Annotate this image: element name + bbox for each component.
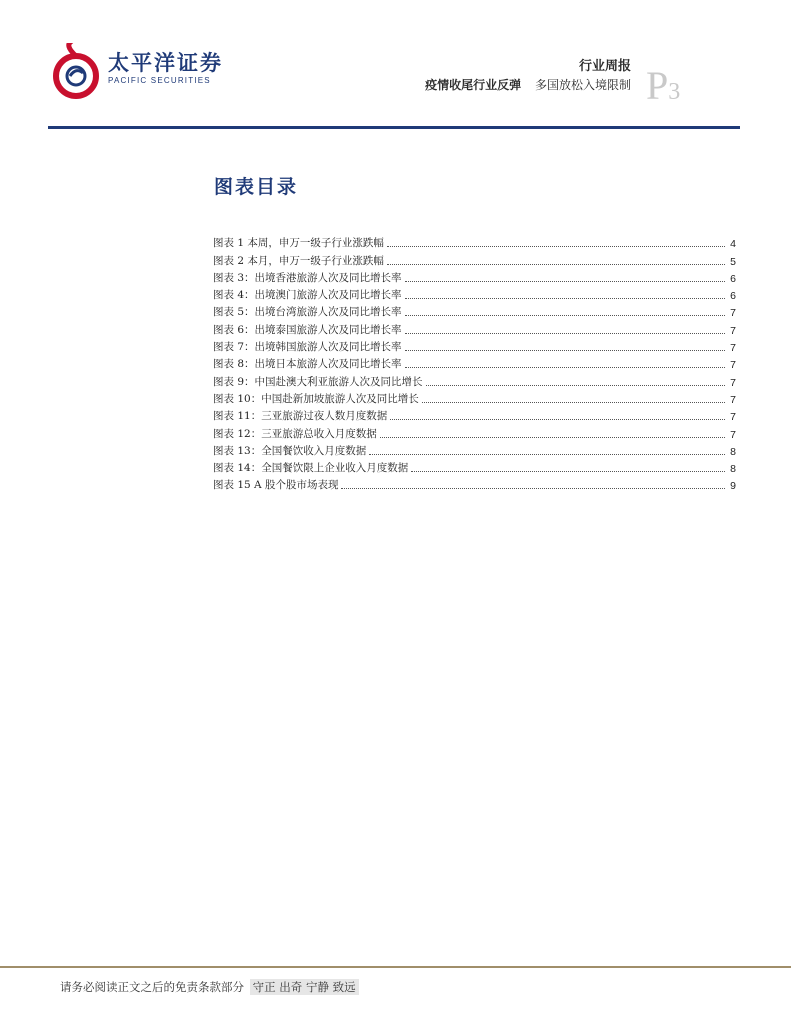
toc-entry-page: 9 bbox=[730, 480, 736, 493]
report-category: 行业周报 bbox=[578, 59, 631, 74]
toc-entry-label: 图表 3：出境香港旅游人次及同比增长率 bbox=[213, 271, 402, 284]
header-divider bbox=[48, 126, 740, 129]
footer-motto: 守正 出奇 宁静 致远 bbox=[250, 979, 359, 995]
toc-entry[interactable] bbox=[213, 302, 736, 319]
toc-entry[interactable] bbox=[213, 233, 736, 250]
toc-entry-label: 图表 14：全国餐饮限上企业收入月度数据 bbox=[213, 462, 409, 475]
toc-entry-page: 5 bbox=[730, 255, 736, 268]
page-letter: P bbox=[646, 63, 669, 108]
toc-entry-label: 图表 10：中国赴新加坡旅游人次及同比增长 bbox=[213, 392, 419, 405]
logo-chinese-name: 太平洋证券 bbox=[108, 51, 223, 75]
toc-leader-dots bbox=[405, 298, 725, 299]
toc-entry-label: 图表 7：出境韩国旅游人次及同比增长率 bbox=[213, 341, 402, 354]
toc-entry-label: 图表 11：三亚旅游过夜人数月度数据 bbox=[213, 410, 388, 423]
toc-entry[interactable] bbox=[213, 475, 736, 492]
toc-entry-page: 7 bbox=[730, 428, 736, 441]
toc-leader-dots bbox=[405, 367, 725, 368]
page-digit: 3 bbox=[668, 79, 681, 105]
toc-leader-dots bbox=[422, 402, 725, 403]
footer bbox=[60, 979, 359, 995]
toc-entry[interactable] bbox=[213, 423, 736, 440]
toc-leader-dots bbox=[390, 419, 725, 420]
toc-entry-label: 图表 5：出境台湾旅游人次及同比增长率 bbox=[213, 306, 402, 319]
toc-leader-dots bbox=[405, 350, 725, 351]
toc-entry-page: 7 bbox=[730, 307, 736, 320]
toc-entry-label: 图表 15 A 股个股市场表现 bbox=[213, 479, 339, 492]
toc-entry-page: 7 bbox=[730, 342, 736, 355]
pacific-securities-logo-icon bbox=[52, 43, 102, 103]
toc-leader-dots bbox=[405, 281, 725, 282]
logo-english-name: PACIFIC SECURITIES bbox=[108, 76, 211, 85]
toc-entry[interactable] bbox=[213, 458, 736, 475]
toc-entry[interactable] bbox=[213, 337, 736, 354]
toc-entry[interactable] bbox=[213, 441, 736, 458]
toc-entry[interactable] bbox=[213, 319, 736, 336]
toc-entry-page: 7 bbox=[730, 359, 736, 372]
report-subtitle-rest: 多国放松入境限制 bbox=[534, 78, 631, 92]
toc-entry-page: 8 bbox=[730, 463, 736, 476]
toc-leader-dots bbox=[387, 246, 725, 247]
toc-entry-label: 图表 8：出境日本旅游人次及同比增长率 bbox=[213, 358, 402, 371]
footer-disclaimer-notice: 请务必阅读正文之后的免责条款部分 bbox=[60, 980, 244, 994]
toc-title: 图表目录 bbox=[214, 176, 299, 198]
toc-entry-label: 图表 6：出境泰国旅游人次及同比增长率 bbox=[213, 323, 402, 336]
toc-entry-page: 4 bbox=[730, 238, 736, 251]
toc-entry[interactable] bbox=[213, 406, 736, 423]
toc-leader-dots bbox=[369, 454, 725, 455]
toc-entry-page: 7 bbox=[730, 376, 736, 389]
report-subtitle-bold: 疫情收尾行业反弹 bbox=[425, 78, 522, 92]
toc-leader-dots bbox=[411, 471, 725, 472]
toc-leader-dots bbox=[405, 315, 725, 316]
toc-entry-page: 7 bbox=[730, 411, 736, 424]
toc-entry[interactable] bbox=[213, 285, 736, 302]
toc-entry-page: 6 bbox=[730, 272, 736, 285]
toc-leader-dots bbox=[341, 488, 725, 489]
toc-leader-dots bbox=[426, 385, 725, 386]
toc-entry[interactable] bbox=[213, 268, 736, 285]
toc-entry[interactable] bbox=[213, 371, 736, 388]
toc-entry[interactable] bbox=[213, 389, 736, 406]
toc-leader-dots bbox=[387, 264, 725, 265]
toc-entry-page: 7 bbox=[730, 324, 736, 337]
report-subtitle bbox=[425, 76, 631, 93]
toc-entry[interactable] bbox=[213, 250, 736, 267]
toc-list bbox=[213, 233, 736, 492]
toc-entry-label: 图表 12：三亚旅游总收入月度数据 bbox=[213, 427, 377, 440]
toc-entry-label: 图表 9：中国赴澳大利亚旅游人次及同比增长 bbox=[213, 375, 423, 388]
toc-leader-dots bbox=[405, 333, 725, 334]
toc-entry-label: 图表 1 本周，申万一级子行业涨跌幅 bbox=[213, 237, 384, 250]
toc-leader-dots bbox=[380, 437, 725, 438]
toc-entry[interactable] bbox=[213, 354, 736, 371]
footer-divider bbox=[0, 966, 791, 968]
toc-entry-label: 图表 2 本月，申万一级子行业涨跌幅 bbox=[213, 254, 384, 267]
toc-entry-page: 8 bbox=[730, 445, 736, 458]
toc-entry-label: 图表 13：全国餐饮收入月度数据 bbox=[213, 444, 367, 457]
company-logo bbox=[52, 43, 223, 103]
toc-entry-page: 6 bbox=[730, 290, 736, 303]
toc-entry-page: 7 bbox=[730, 393, 736, 406]
page-number bbox=[646, 63, 681, 112]
toc-entry-label: 图表 4：出境澳门旅游人次及同比增长率 bbox=[213, 289, 402, 302]
